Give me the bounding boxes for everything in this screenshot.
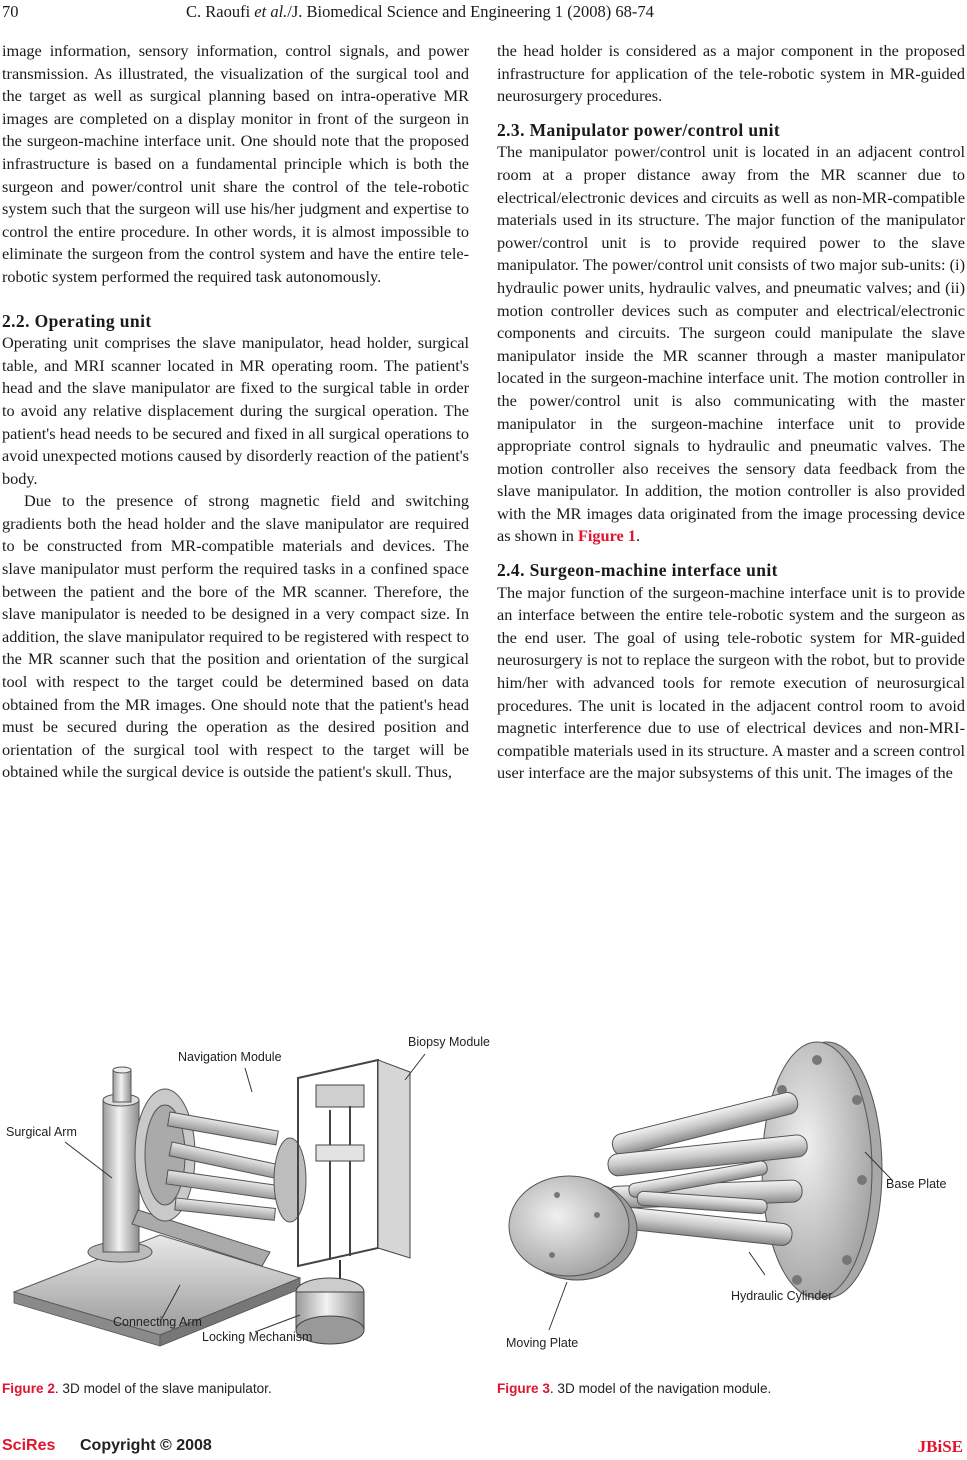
page-header [0, 2, 967, 24]
figure-2 [0, 1030, 497, 1370]
running-head-citation: /J. Biomedical Science and Engineering 1 (2008) 68-74 [287, 2, 654, 21]
figure-2-caption-number: Figure 2 [2, 1381, 55, 1396]
paragraph: the head holder is considered as a major component in the proposed infrastructure for application of the tele-robotic system in MR-guided neurosurgery procedures. [497, 41, 965, 106]
figure-2-caption-text: . 3D model of the slave manipulator. [54, 1381, 272, 1396]
paragraph-text: . [636, 526, 641, 546]
figure-3-caption-text: . 3D model of the navigation module. [549, 1381, 772, 1396]
right-column [497, 40, 965, 785]
figure-3-caption [497, 1381, 771, 1396]
figure-2-caption [2, 1381, 272, 1396]
label-surgical-arm: Surgical Arm [6, 1125, 77, 1139]
label-moving-plate: Moving Plate [506, 1336, 579, 1350]
paragraph: Due to the presence of strong magnetic field and switching gradients both the head holder and the slave manipulator are required to be constructed from MR-compatible materials and devices. The slave manipulator must perform the required tasks in a confined space between the patient and the bore of the MR scanner. Therefore, the slave manipulator is needed to be designed in a very compact size. In addition, the slave manipulator required to be registered with respect to the MR scanner such that the position and orientation of the surgical tool with respect to the target could be determined based on data obtained from the MR images. One should note that the patient's head must be secured during the operation as the desired position and orientation of the surgical tool with respect to the target will be obtained while the surgical device is outside the patient's skull. Thus, [2, 491, 469, 782]
section-heading-2-2: 2.2. Operating unit [2, 310, 152, 331]
paragraph: The major function of the surgeon-machine interface unit is to provide an interface between the entire tele-robotic system and the surgeon as the end user. The goal of using tele-robotic system for MR-guided neurosurgery is not to replace the surgeon with the robot, but to provide him/her with advanced tools for remote execution of neurosurgical procedures. The unit is located in the adjacent control room to avoid magnetic interference due to use of electrical devices and non-MRI-compatible materials used in its structure. A master and a screen control user interface are the major subsystems of this unit. The images of the [497, 582, 965, 783]
copyright-notice: Copyright © 2008 [80, 1437, 212, 1454]
label-hydraulic-cylinder: Hydraulic Cylinder [731, 1289, 833, 1303]
navigation-module-drawing [497, 1030, 967, 1370]
paragraph [497, 141, 965, 548]
paragraph-text: The manipulator power/control unit is located in an adjacent control room at a proper distance away from the MR scanner due to electrical/electronic devices and circuits as well as non-MR-compatible materials used in its structure. The major function of the manipulator power/control unit is to provide required power to the slave manipulator. The power/control unit consists of two major sub-units: (i) hydraulic power units, hydraulic valves, and pneumatic valves; and (ii) motion controller devices such as computer and electrical/electronic components and circuits. The surgeon could manipulate the slave manipulator inside the MR scanner through a master manipulator located in the surgeon-machine interface unit. The motion controller in the power/control unit is also communicating with the master manipulator in the surgeon-machine interface unit to provide appropriate control signals to hydraulic and pneumatic valves. The motion controller also receives the sensory data feedback from the slave manipulator. In addition, the motion controller is also provided with the MR images data originated from the image processing device as shown in [497, 142, 965, 546]
left-column [2, 40, 469, 784]
label-navigation-module: Navigation Module [178, 1050, 282, 1064]
figure-3 [497, 1030, 967, 1370]
journal-abbreviation: JBiSE [917, 1437, 963, 1456]
running-head [186, 2, 654, 22]
running-head-authors: C. Raoufi [186, 2, 251, 21]
paragraph: Operating unit comprises the slave manipulator, head holder, surgical table, and MRI scanner located in MR operating room. The patient's head and the slave manipulator are fixed to the surgical table in order to avoid any relative displacement during the surgical operation. The patient's head needs to be secured and fixed in all surgical operations to avoid unexpected motions caused by disorderly reaction of the patient's body. [2, 333, 469, 488]
label-connecting-arm: Connecting Arm [113, 1315, 202, 1329]
figure-3-caption-number: Figure 3 [497, 1381, 550, 1396]
page-number: 70 [2, 2, 19, 21]
label-biopsy-module: Biopsy Module [408, 1035, 490, 1049]
slave-manipulator-drawing [0, 1030, 497, 1370]
page-footer [0, 1437, 967, 1459]
label-locking-mechanism: Locking Mechanism [202, 1330, 313, 1344]
figure-1-link[interactable]: Figure 1 [577, 526, 636, 546]
publisher-brand: SciRes [2, 1437, 56, 1454]
running-head-et-al: et al. [254, 2, 288, 21]
section-heading-2-4: 2.4. Surgeon-machine interface unit [497, 560, 778, 581]
section-heading-2-3: 2.3. Manipulator power/control unit [497, 119, 781, 140]
label-base-plate: Base Plate [886, 1177, 947, 1191]
paragraph: image information, sensory information, control signals, and power transmission. As illustrated, the visualization of the surgical tool and the target as well as surgical planning based on intra-operative MR images are completed on a display monitor in front of the surgeon in the surgeon-machine interface unit. One should note that the proposed infrastructure is based on a fundamental principle which is both the surgeon and power/control unit share the control of the tele-robotic system such that the surgeon will use his/her judgment and expertise to control the entire procedure. In other words, it is almost impossible to eliminate the surgeon from the control system and have the entire tele-robotic system performed the required task autonomously. [2, 41, 469, 286]
